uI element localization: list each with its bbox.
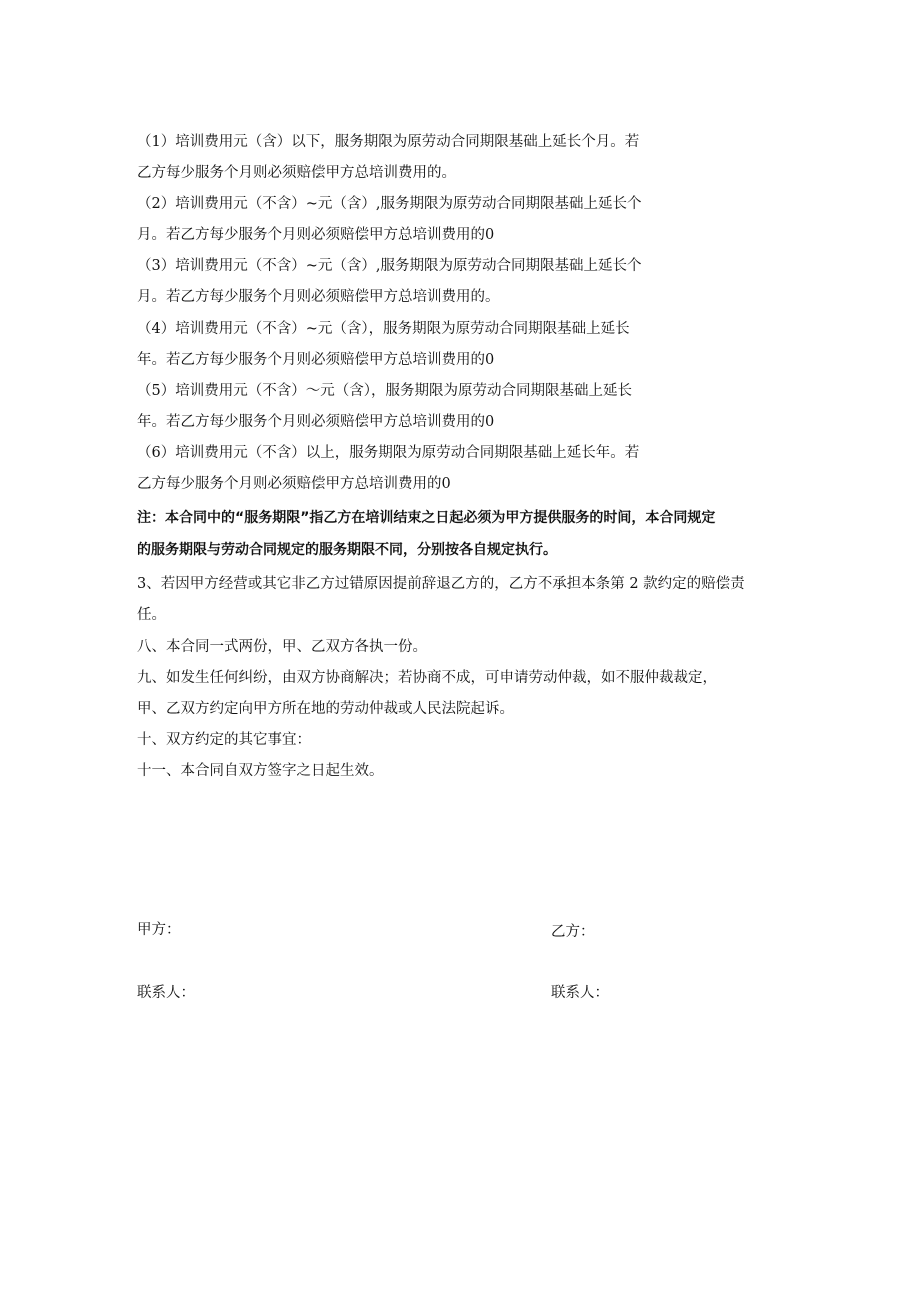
article-11: 十一、本合同自双方签字之日起生效。: [137, 763, 384, 779]
article-10: 十、双方约定的其它事宜：: [137, 732, 311, 748]
note-line-2: 的服务期限与劳动合同规定的服务期限不同，分别按各自规定执行。: [137, 542, 557, 558]
clause-4-line-1: （4）培训费用元（不含）~元（含），服务期限为原劳动合同期限基础上延长: [137, 321, 630, 337]
clause-4-line-2: 年。若乙方每少服务个月则必须赔偿甲方总培训费用的0: [137, 352, 495, 368]
clause-1-line-1: （1）培训费用元（含）以下，服务期限为原劳动合同期限基础上延长个月。若: [137, 134, 640, 150]
clause-2-line-2: 月。若乙方每少服务个月则必须赔偿甲方总培训费用的0: [137, 227, 495, 243]
clause-5-line-2: 年。若乙方每少服务个月则必须赔偿甲方总培训费用的0: [137, 414, 495, 430]
article-3-line-2: 任。: [137, 607, 166, 623]
clause-3-line-1: （3）培训费用元（不含）~元（含）,服务期限为原劳动合同期限基础上延长个: [137, 258, 642, 274]
clause-5-line-1: （5）培训费用元（不含）～元（含），服务期限为原劳动合同期限基础上延长: [137, 383, 632, 399]
clause-6-line-2: 乙方每少服务个月则必须赔偿甲方总培训费用的0: [137, 476, 451, 492]
clause-2-line-1: （2）培训费用元（不含）~元（含）,服务期限为原劳动合同期限基础上延长个: [137, 196, 642, 212]
clause-6-line-1: （6）培训费用元（不含）以上，服务期限为原劳动合同期限基础上延长年。若: [137, 445, 640, 461]
clause-3-line-2: 月。若乙方每少服务个月则必须赔偿甲方总培训费用的。: [137, 289, 500, 305]
article-8: 八、本合同一式两份，甲、乙双方各执一份。: [137, 639, 427, 655]
contact-b-label: 联系人：: [551, 985, 609, 1001]
clause-1-line-2: 乙方每少服务个月则必须赔偿甲方总培训费用的。: [137, 165, 456, 181]
party-a-label: 甲方：: [137, 922, 181, 938]
article-9-line-1: 九、如发生任何纠纷，由双方协商解决；若协商不成，可申请劳动仲裁，如不服仲裁裁定，: [137, 670, 717, 686]
article-9-line-2: 甲、乙双方约定向甲方所在地的劳动仲裁或人民法院起诉。: [137, 701, 514, 717]
article-3-line-1: 3、若因甲方经营或其它非乙方过错原因提前辞退乙方的，乙方不承担本条第 2 款约定的赔偿责: [137, 576, 745, 592]
contact-a-label: 联系人：: [137, 985, 195, 1001]
note-line-1: 注：本合同中的“服务期限”指乙方在培训结束之日起必须为甲方提供服务的时间，本合同规定: [137, 510, 716, 526]
party-b-label: 乙方：: [551, 924, 595, 940]
